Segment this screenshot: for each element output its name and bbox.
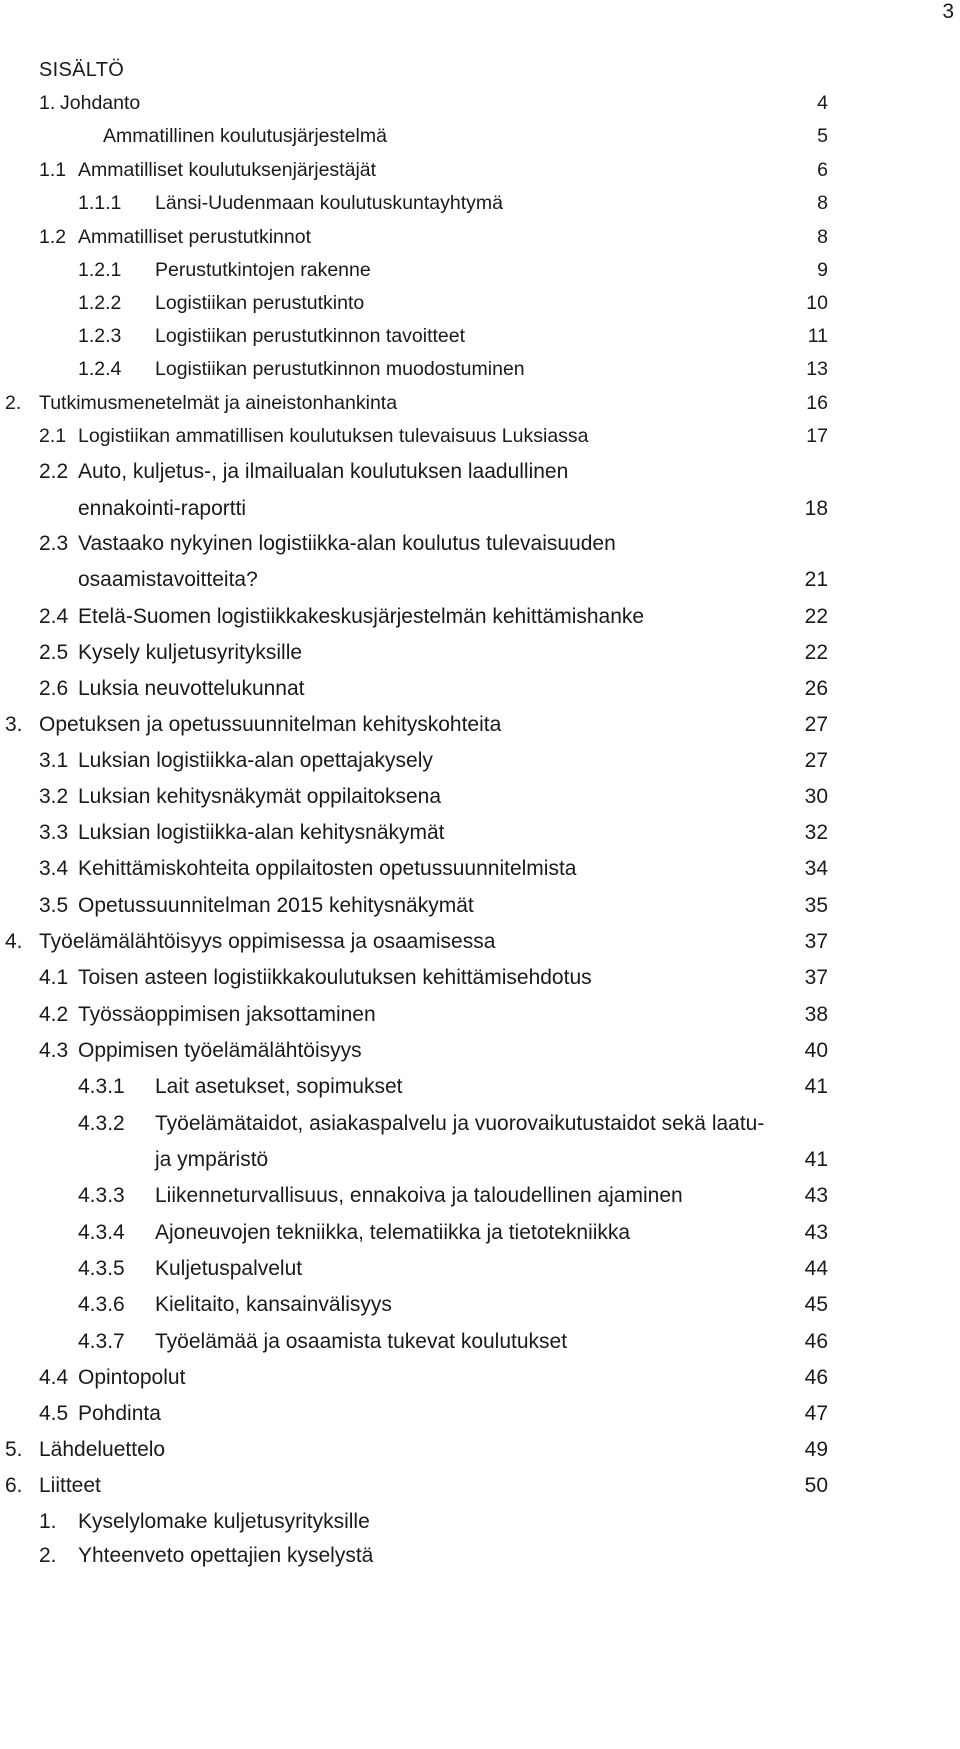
toc-entry-title-continuation: ja ympäristö	[155, 1148, 269, 1171]
toc-entry	[0, 1510, 828, 1540]
toc-title: SISÄLTÖ	[39, 59, 125, 81]
toc-entry-number: 4.3.3	[78, 1184, 125, 1207]
toc-entry-page: 27	[804, 713, 828, 736]
toc-entry	[0, 1184, 828, 1214]
toc-entry-page: 37	[804, 930, 828, 953]
toc-entry-title: Kehittämiskohteita oppilaitosten opetussuunnitelmista	[78, 857, 577, 880]
toc-entry-number: 1.2.4	[78, 358, 122, 380]
toc-entry-title: Länsi-Uudenmaan koulutuskuntayhtymä	[155, 192, 503, 214]
toc-entry-number: 1.2	[39, 226, 67, 248]
toc-entry-page: 10	[806, 292, 828, 314]
toc-entry-page: 37	[804, 966, 828, 989]
toc-entry-page: 34	[804, 857, 828, 880]
toc-entry-page: 43	[804, 1184, 828, 1207]
toc-entry-page: 5	[817, 125, 828, 147]
toc-entry	[0, 1003, 828, 1033]
toc-entry	[0, 226, 828, 256]
toc-entry	[0, 785, 828, 815]
toc-entry-number: 4.3.6	[78, 1293, 125, 1316]
toc-entry-number: 6.	[5, 1474, 23, 1497]
toc-entry-page: 18	[804, 497, 828, 520]
toc-entry-title: Opetuksen ja opetussuunnitelman kehityskohteita	[39, 713, 502, 736]
toc-entry	[0, 159, 828, 189]
toc-entry	[0, 1039, 828, 1069]
toc-entry	[0, 92, 828, 122]
toc-entry-page: 13	[806, 358, 828, 380]
toc-entry-title: Logistiikan perustutkinnon muodostuminen	[155, 358, 525, 380]
toc-entry-title: Logistiikan ammatillisen koulutuksen tulevaisuus Luksiassa	[78, 425, 589, 447]
toc-entry-page: 38	[804, 1003, 828, 1026]
toc-entry	[0, 392, 828, 422]
toc-entry-number: 4.3.2	[78, 1112, 125, 1135]
toc-entry-page: 30	[804, 785, 828, 808]
toc-entry-title: Oppimisen työelämälähtöisyys	[78, 1039, 362, 1062]
toc-entry-title: Lähdeluettelo	[39, 1438, 166, 1461]
toc-entry-number: 2.3	[39, 532, 69, 555]
toc-entry-number: 5.	[5, 1438, 23, 1461]
toc-entry-page: 26	[804, 677, 828, 700]
toc-entry-title-continuation: osaamistavoitteita?	[78, 568, 258, 591]
toc-entry-page: 44	[804, 1257, 828, 1280]
toc-entry-number: 2.	[39, 1544, 57, 1567]
toc-entry	[0, 1221, 828, 1251]
toc-entry-title: Etelä-Suomen logistiikkakeskusjärjestelmän kehittämishanke	[78, 605, 645, 628]
toc-entry-number: 4.3.1	[78, 1075, 125, 1098]
toc-entry-number: 1.2.2	[78, 292, 122, 314]
toc-entry-page: 41	[804, 1075, 828, 1098]
toc-entry	[0, 125, 828, 155]
toc-entry-page: 22	[804, 605, 828, 628]
toc-entry	[0, 1293, 828, 1323]
toc-entry-title-continuation: ennakointi-raportti	[78, 497, 247, 520]
toc-entry-page: 40	[804, 1039, 828, 1062]
toc-entry-page: 47	[804, 1402, 828, 1425]
toc-entry-title: Ammatillinen koulutusjärjestelmä	[103, 125, 387, 147]
toc-entry-title: Työelämälähtöisyys oppimisessa ja osaamisessa	[39, 930, 496, 953]
toc-entry-number: 4.4	[39, 1366, 69, 1389]
toc-entry-page: 4	[817, 92, 828, 114]
toc-entry	[0, 749, 828, 779]
toc-entry-page: 9	[817, 259, 828, 281]
toc-entry-title: Luksian kehitysnäkymät oppilaitoksena	[78, 785, 442, 808]
toc-entry-title: Auto, kuljetus-, ja ilmailualan koulutuksen laadullinen	[78, 460, 569, 483]
toc-entry-number: 3.2	[39, 785, 69, 808]
toc-entry	[0, 259, 828, 289]
toc-entry-page: 49	[804, 1438, 828, 1461]
toc-entry-title: Työelämää ja osaamista tukevat koulutukset	[155, 1330, 568, 1353]
toc-entry	[0, 677, 828, 707]
toc-entry	[0, 1366, 828, 1396]
toc-entry-title: Kielitaito, kansainvälisyys	[155, 1293, 392, 1316]
toc-entry	[0, 1438, 828, 1468]
toc-entry-number: 1.2.3	[78, 325, 122, 347]
toc-entry	[0, 425, 828, 455]
toc-entry	[0, 1402, 828, 1432]
toc-entry-title: Yhteenveto opettajien kyselystä	[78, 1544, 374, 1567]
toc-entry	[0, 325, 828, 355]
toc-entry-number: 2.2	[39, 460, 69, 483]
toc-entry-page: 27	[804, 749, 828, 772]
toc-entry-title: Logistiikan perustutkinto	[155, 292, 365, 314]
toc-entry	[0, 641, 828, 671]
toc-entry	[0, 1474, 828, 1504]
toc-entry-title: Kuljetuspalvelut	[155, 1257, 303, 1280]
toc-entry-title: Opetussuunnitelman 2015 kehitysnäkymät	[78, 894, 474, 917]
toc-entry	[0, 1544, 828, 1574]
toc-entry-title: Luksian logistiikka-alan kehitysnäkymät	[78, 821, 445, 844]
toc-entry-title: Kyselylomake kuljetusyrityksille	[78, 1510, 370, 1533]
toc-entry	[0, 605, 828, 635]
page-number: 3	[942, 0, 954, 23]
toc-entry-page: 6	[817, 159, 828, 181]
toc-entry-page: 50	[804, 1474, 828, 1497]
toc-entry-title: Toisen asteen logistiikkakoulutuksen kehittämisehdotus	[78, 966, 592, 989]
toc-entry-number: 2.5	[39, 641, 69, 664]
toc-entry-title: Lait asetukset, sopimukset	[155, 1075, 403, 1098]
toc-entry-page: 43	[804, 1221, 828, 1244]
toc-entry-title: Logistiikan perustutkinnon tavoitteet	[155, 325, 466, 347]
toc-entry-page: 22	[804, 641, 828, 664]
toc-entry-page: 32	[804, 821, 828, 844]
toc-entry-title: Ajoneuvojen tekniikka, telematiikka ja tietotekniikka	[155, 1221, 631, 1244]
toc-entry-number: 4.	[5, 930, 23, 953]
toc-entry-number: 1.2.1	[78, 259, 122, 281]
toc-entry-title: Työelämätaidot, asiakaspalvelu ja vuorovaikutustaidot sekä laatu-	[155, 1112, 765, 1135]
toc-entry-title: Ammatilliset perustutkinnot	[78, 226, 312, 248]
toc-entry-number: 1.1.1	[78, 192, 122, 214]
toc-entry-number: 2.1	[39, 425, 67, 447]
toc-entry-page: 8	[817, 192, 828, 214]
toc-entry-number: 4.3.4	[78, 1221, 125, 1244]
toc-entry	[0, 358, 828, 388]
toc-entry	[0, 1330, 828, 1360]
toc-entry-number: 3.1	[39, 749, 69, 772]
toc-entry-page: 17	[806, 425, 828, 447]
toc-entry-title: Liikenneturvallisuus, ennakoiva ja taloudellinen ajaminen	[155, 1184, 683, 1207]
toc-entry-title: Pohdinta	[78, 1402, 161, 1425]
toc-entry-number: 4.3	[39, 1039, 69, 1062]
toc-entry-title: Tutkimusmenetelmät ja aineistonhankinta	[39, 392, 398, 414]
toc-entry-number: 4.3.5	[78, 1257, 125, 1280]
toc-entry-title: Opintopolut	[78, 1366, 186, 1389]
toc-entry	[0, 1257, 828, 1287]
toc-entry-number: 4.2	[39, 1003, 69, 1026]
toc-entry-number: 3.5	[39, 894, 69, 917]
toc-entry-page: 41	[804, 1148, 828, 1171]
toc-entry	[0, 894, 828, 924]
toc-entry-number: 1.	[39, 1510, 57, 1533]
toc-entry	[0, 1075, 828, 1105]
toc-entry-title: Luksian logistiikka-alan opettajakysely	[78, 749, 433, 772]
toc-entry-number: 3.	[5, 713, 23, 736]
toc-entry-title: Vastaako nykyinen logistiikka-alan koulutus tulevaisuuden	[78, 532, 616, 555]
toc-entry-page: 16	[806, 392, 828, 414]
toc-entry	[0, 821, 828, 851]
toc-entry-page: 8	[817, 226, 828, 248]
toc-entry-page: 21	[804, 568, 828, 591]
toc-entry	[0, 930, 828, 960]
toc-entry	[0, 966, 828, 996]
toc-entry-title: Työssäoppimisen jaksottaminen	[78, 1003, 376, 1026]
toc-entry-number: 2.6	[39, 677, 69, 700]
toc-entry-page: 11	[807, 325, 828, 347]
toc-entry	[0, 292, 828, 322]
toc-entry-page: 35	[804, 894, 828, 917]
toc-entry-title: Ammatilliset koulutuksenjärjestäjät	[78, 159, 377, 181]
toc-entry-title: Johdanto	[60, 92, 141, 114]
toc-entry	[0, 192, 828, 222]
toc-entry-number: 2.	[5, 392, 22, 414]
toc-entry-number: 3.4	[39, 857, 69, 880]
toc-entry-page: 46	[804, 1330, 828, 1353]
toc-entry-number: 4.5	[39, 1402, 69, 1425]
toc-entry-page: 45	[804, 1293, 828, 1316]
toc-entry-number: 4.1	[39, 966, 69, 989]
toc-entry-title: Luksia neuvottelukunnat	[78, 677, 305, 700]
toc-entry-number: 1.	[39, 92, 56, 114]
toc-entry-number: 2.4	[39, 605, 69, 628]
toc-entry-number: 4.3.7	[78, 1330, 125, 1353]
toc-entry	[0, 857, 828, 887]
toc-entry-title: Liitteet	[39, 1474, 101, 1497]
toc-entry-title: Kysely kuljetusyrityksille	[78, 641, 303, 664]
toc-entry-title: Perustutkintojen rakenne	[155, 259, 371, 281]
toc-entry-number: 1.1	[39, 159, 67, 181]
toc-entry-number: 3.3	[39, 821, 69, 844]
toc-entry-page: 46	[804, 1366, 828, 1389]
toc-entry	[0, 713, 828, 743]
